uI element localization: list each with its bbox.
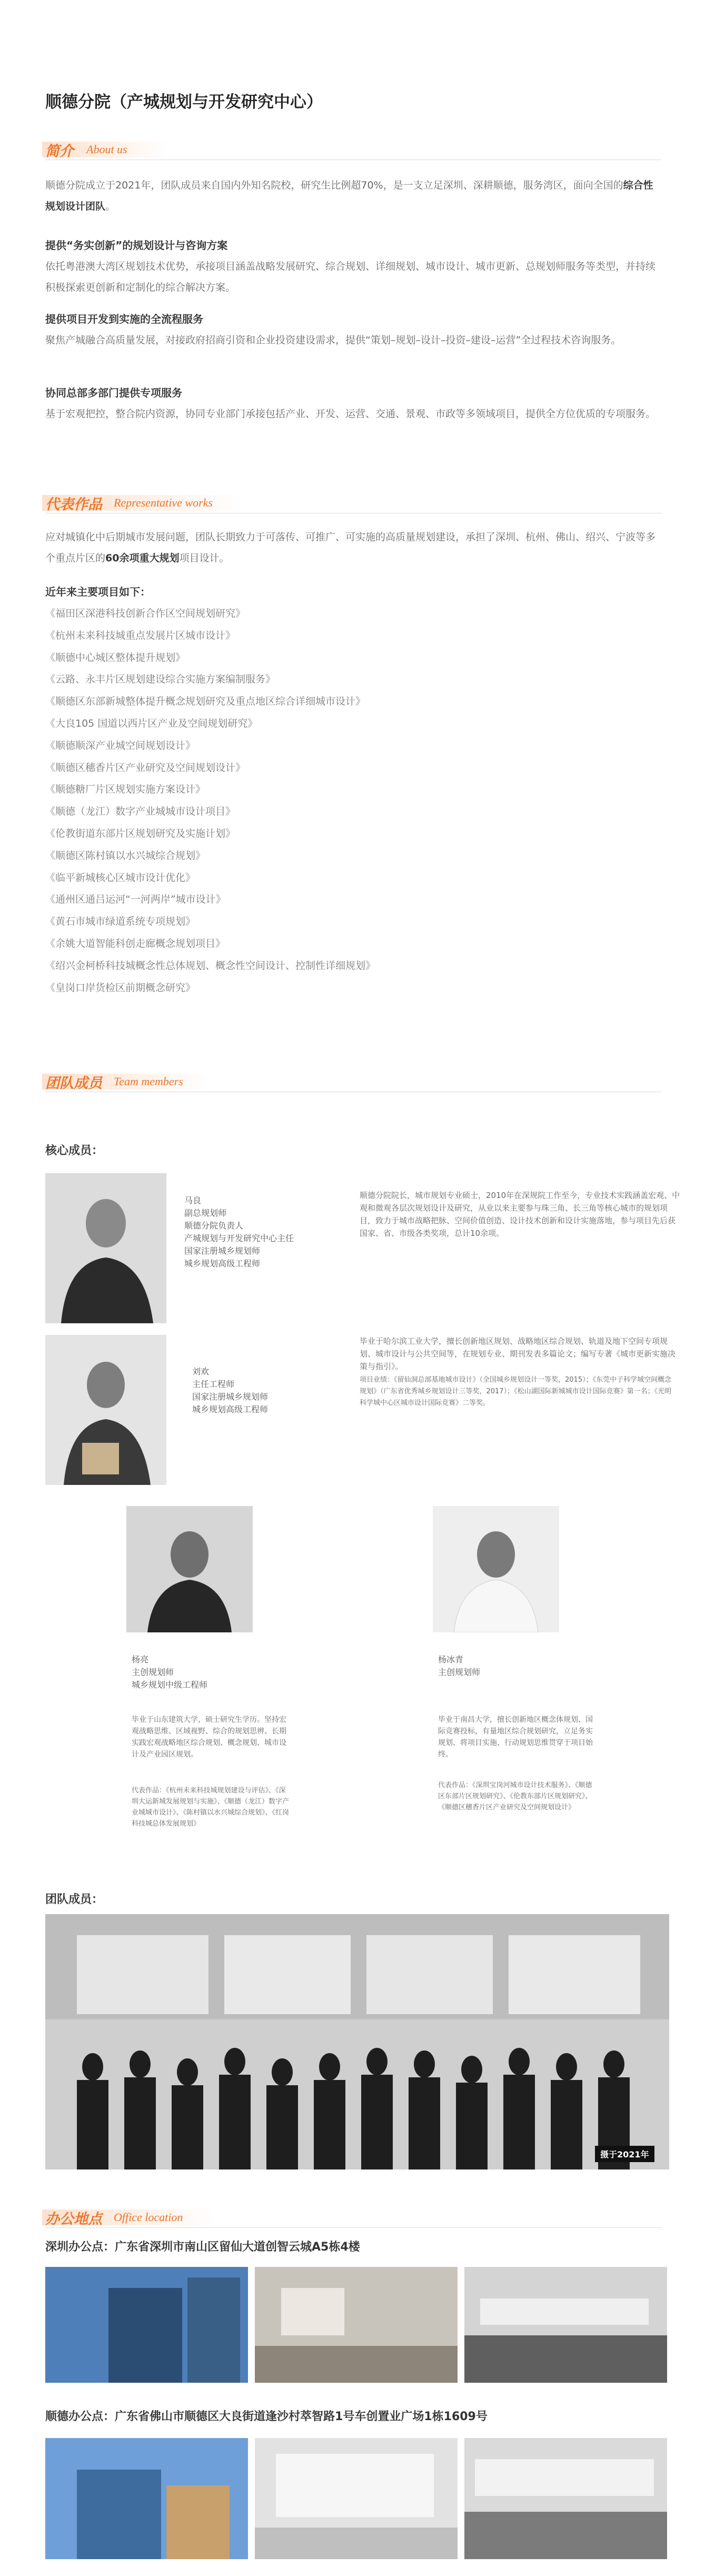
list-item: 《余姚大道智能科创走廊概念规划项目》	[45, 937, 226, 949]
shenzhen-photo-building	[45, 2267, 248, 2383]
team-group-photo	[45, 1914, 669, 2169]
service-title-2: 提供项目开发到实施的全流程服务	[45, 313, 203, 325]
member-role: 国家注册城乡规划师	[192, 1392, 269, 1402]
section-title-zh: 团队成员	[45, 1075, 102, 1092]
intro-text-end: 。	[105, 201, 116, 212]
section-title-zh: 简介	[45, 143, 74, 160]
section-title-zh: 代表作品	[45, 497, 102, 513]
project-list-title: 近年来主要项目如下：	[45, 586, 151, 598]
shunde-office	[45, 2407, 488, 2424]
intro-highlight: 综合性规划设计团队	[45, 180, 653, 212]
section-title-en: Team members	[114, 1075, 183, 1088]
member-role: 主任工程师	[192, 1379, 235, 1389]
member-role: 产城规划与开发研究中心主任	[184, 1233, 294, 1243]
list-item: 《杭州未来科技城重点发展片区城市设计》	[45, 629, 236, 641]
member-bio: 毕业于南昌大学，擅长创新地区概念体规划、国际竞赛投标，有量地区综合规划研究，立足务实规划、将项目实施、行动规划思维贯穿于项目始终。	[438, 1716, 593, 1759]
member-bio: 毕业于哈尔滨工业大学，擅长创新地区规划、战略地区综合规划、轨道及地下空间专项规划、城市设计与公共空间等，在规划专业、期刊发表多篇论文；编写专著《城市更新实施决策与指引》。	[360, 1336, 676, 1371]
list-item: 《云路、永丰片区规划建设综合实施方案编制服务》	[45, 673, 276, 686]
section-header-team	[45, 1072, 661, 1095]
office-address: 广东省深圳市南山区留仙大道创智云城A5栋4楼	[115, 2241, 360, 2254]
list-item: 《顺德区东部新城整体提升概念规划研究及重点地区综合详细城市设计》	[45, 696, 366, 708]
portrait-ma-liang	[45, 1173, 166, 1323]
section-header-office	[45, 2207, 661, 2231]
member-name: 杨冰青	[438, 1654, 464, 1665]
member-achievements: 代表作品：《杭州未来科技城规划建设与评估》、《深圳大运新城发展规划与实施》、《顺德（龙江）数字产业城城市设计》、《陈村镇以水兴城综合规划》、《红岗科技城总体发展规划》	[132, 1787, 290, 1828]
member-name: 杨亮	[132, 1654, 149, 1665]
member-achievements: 代表作品：《深圳宝岗河城市设计技术服务》、《顺德区东部片区规划研究》、《伦教东部片区规划研究》、《顺德区穗香片区产业研究及空间规划设计》	[438, 1781, 592, 1811]
member-card-ma-liang	[184, 1194, 294, 1270]
list-item: 《福田区深港科技创新合作区空间规划研究》	[45, 608, 246, 619]
project-list	[45, 603, 375, 999]
list-item: 《顺德区穗香片区产业研究及空间规划设计》	[45, 761, 246, 774]
service-body-3: 基于宏观把控，整合院内资源，协同专业部门承接包括产业、开发、运营、交通、景观、市政等多领域项目，提供全方位优质的专项服务。	[45, 408, 656, 420]
section-title-en: About us	[86, 143, 127, 156]
service-body-1: 依托粤港澳大湾区规划技术优势，承接项目涵盖战略发展研究、综合规划、详细规划、城市设计、城市更新、总规划师服务等类型，并持续积极探索更创新和定制化的综合解决方案。	[45, 261, 656, 293]
list-item: 《顺德（龙江）数字产业城城市设计项目》	[45, 806, 236, 818]
office-label: 深圳办公点：	[45, 2241, 115, 2254]
list-item: 《大良105 国道以西片区产业及空间规划研究》	[45, 717, 258, 729]
list-item: 《临平新城核心区城市设计优化》	[45, 871, 196, 884]
service-title-3: 协同总部多部门提供专项服务	[45, 387, 182, 399]
office-label: 顺德办公点：	[45, 2410, 115, 2423]
member-bio: 毕业于山东建筑大学，硕士研究生学历。坚持宏观战略思维、区域视野、综合的规划思辨、长期实践宏观战略地区综合规划、概念规划、城市设计及产业园区规划。	[132, 1716, 286, 1759]
member-role: 顺德分院负责人	[184, 1221, 244, 1231]
member-role: 城乡规划高级工程师	[192, 1404, 269, 1414]
member-bio: 顺德分院院长，城市规划专业硕士，2010年在深规院工作至今，专业技术实践涵盖宏观、中观和微观各层次规划设计及研究，从业以来主要参与珠三角、长三角等核心城市的规划项目，致力于城市战略把脉、空间价值创造、设计技术创新和设计实施落地，参与项目先后获国家、省、市级各类奖项，总计10余项。	[360, 1191, 680, 1238]
works-paragraph	[45, 527, 661, 569]
shunde-photo-building	[45, 2438, 248, 2559]
section-title-en: Representative works	[114, 496, 213, 509]
member-card-liu-huan	[192, 1365, 268, 1416]
member-role: 城乡规划高级工程师	[184, 1259, 261, 1269]
list-item: 《顺德顺深产业城空间规划设计》	[45, 739, 196, 751]
office-address: 广东省佛山市顺德区大良街道逢沙村萃智路1号车创置业广场1栋1609号	[115, 2410, 488, 2423]
member-card-yang-bingqing	[438, 1653, 480, 1679]
works-highlight: 60余项重大规划	[105, 552, 180, 564]
photo-caption: 摄于2021年	[595, 2146, 654, 2162]
page-title: 顺德分院（产城规划与开发研究中心）	[45, 93, 323, 112]
shunde-photo-lobby	[255, 2438, 458, 2559]
member-role: 副总规划师	[184, 1208, 227, 1218]
works-text: 应对城镇化中后期城市发展问题，团队长期致力于可落传、可推广、可实施的高质量规划建设，承担了深圳、杭州、佛山、绍兴、宁波等多个重点片区的	[45, 531, 656, 564]
list-item: 《顺德中心城区整体提升规划》	[45, 651, 186, 663]
group-label: 团队成员：	[45, 1893, 104, 1906]
shenzhen-office	[45, 2238, 360, 2254]
intro-text: 顺德分院成立于2021年，团队成员来自国内外知名院校，研究生比例超70%，是一支立足深圳、深耕顺德，服务湾区，面向全国的	[45, 180, 623, 191]
list-item: 《绍兴金柯桥科技城概念性总体规划、概念性空间设计、控制性详细规划》	[45, 959, 376, 972]
list-item: 《通州区通吕运河“一河两岸”城市设计》	[45, 894, 226, 906]
section-title-en: Office location	[114, 2211, 183, 2224]
member-role: 城乡规划中级工程师	[132, 1680, 208, 1690]
core-members-label: 核心成员：	[45, 1144, 104, 1157]
list-item: 《伦教街道东部片区规划研究及实施计划》	[45, 827, 236, 839]
shenzhen-photo-office	[464, 2267, 667, 2383]
shunde-photo-office	[464, 2438, 667, 2559]
service-body-2: 聚焦产城融合高质量发展，对接政府招商引资和企业投资建设需求，提供“策划–规划–设计–投资–建设–运营”全过程技术咨询服务。	[45, 334, 621, 346]
intro-paragraph	[45, 175, 661, 217]
section-title-zh: 办公地点	[45, 2211, 102, 2227]
portrait-yang-liang	[126, 1506, 253, 1632]
works-text-end: 项目设计。	[179, 552, 230, 564]
member-card-yang-liang	[132, 1653, 207, 1691]
list-item: 《顺德区陈村镇以水兴城综合规划》	[45, 849, 206, 861]
member-role: 主创规划师	[132, 1667, 174, 1677]
member-name: 刘欢	[192, 1366, 210, 1376]
divider	[45, 2227, 661, 2228]
portrait-liu-huan	[45, 1335, 166, 1485]
service-title-1: 提供“务实创新”的规划设计与咨询方案	[45, 239, 228, 252]
section-header-about	[45, 140, 661, 163]
portrait-yang-bingqing	[433, 1506, 559, 1632]
list-item: 《黄石市城市绿道系统专项规划》	[45, 916, 196, 928]
list-item: 《皇岗口岸货检区前期概念研究》	[45, 982, 196, 994]
member-achievements: 项目业绩：《留仙洞总部基地城市设计》（全国城乡规划设计一等奖，2015）；《东莞中子科学城空间概念规划》（广东省优秀城乡规划设计三等奖，2017）；《松山湖国际新城城市设计国际竞赛》第一名；《光明科学城中心区城市设计国际竞赛》二等奖。	[360, 1376, 672, 1407]
member-name: 马良	[184, 1195, 202, 1205]
shenzhen-photo-lobby	[255, 2267, 458, 2383]
member-role: 国家注册城乡规划师	[184, 1246, 261, 1256]
member-role: 主创规划师	[438, 1667, 481, 1677]
list-item: 《顺德糖厂片区规划实施方案设计》	[45, 784, 206, 796]
section-header-works	[45, 493, 661, 516]
